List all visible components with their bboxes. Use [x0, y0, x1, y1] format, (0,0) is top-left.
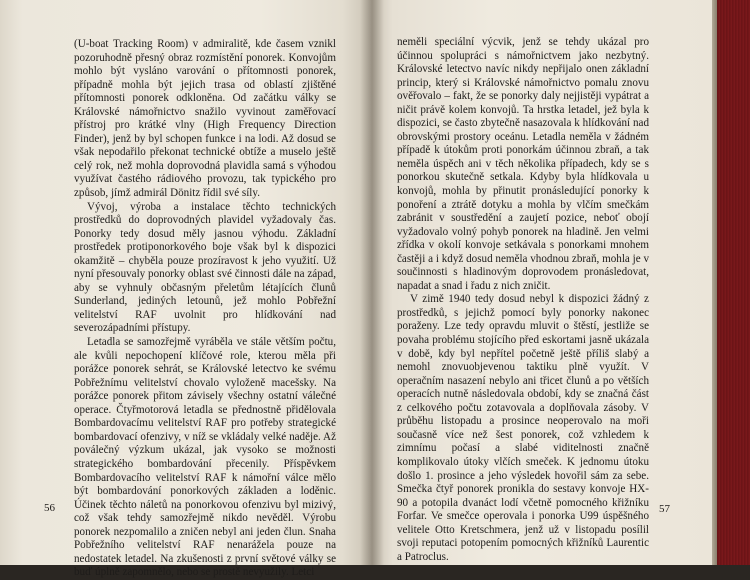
paragraph: (U-boat Tracking Room) v admiralitě, kde časem vznikl pozoruhodně přesný obraz rozmístění ponorek. Konvojům mohlo být vysláno varování o přítomnosti ponorek, případně mohla být jejich trasa od oblastí zjištěné přítomnosti ponorek odkloněna. Od začátku války se Královské námořnictvo snažilo vyvinout zaměřovací přístroj pro krátké vlny (High Frequency Direction Finder), jenž by byl schopen funkce i na lodi. Až dosud se však nepodařilo překonat technické obtíže a muselo ještě celý rok, než mohla doprovodná plavidla samá s výhodou využívat častého rádiového provozu, tak typického pro způsob, jímž admirál Dönitz řídil své síly. [74, 38, 336, 200]
page-block-edge [712, 0, 750, 565]
paragraph: Letadla se samozřejmě vyráběla ve stále větším počtu, ale kvůli nepochopení klíčové role, kterou měla při porážce ponorek sehrát, se Královské letectvo ke svému Pobřežnímu velitelství chovalo vyloženě macešsky. Na porážce ponorek přitom závisely všechny ostatní válečné operace. Čtyřmotorová letadla se přednostně přidělovala Bombardovacímu velitelství RAF pro potřeby strategické bombardovací ofenzivy, v níž se vkládaly velké naděje. Až poválečný výzkum ukázal, jak vysoko se možnosti strategického bombardování přecenily. Příspěvkem Bombardovacího velitelství RAF k námořní válce mělo být bombardování ponorkových základen a loděnic. Účinek těchto náletů na ponorkovou ofenzivu byl mizivý, což však tehdy samozřejmě nikdo nevěděl. Výrobu ponorek nezpomalilo a zničen nebyl ani jeden člun. Snaha Pobřežního velitelství RAF nenarážela pouze na nedostatek letadel. Na zkušenosti z první světové války se buď úplně zapomnělo, nebo se prostě nevyužily. Letci [74, 336, 336, 579]
paragraph: V zimě 1940 tedy dosud nebyl k dispozici žádný z prostředků, s jejichž pomocí byly ponorky nakonec poraženy. Lze tedy opravdu mluvit o štěstí, jestliže se povaha problému stojícího před eskortami jasně ukázala v době, kdy byl nepřítel početně ještě příliš slabý a nemohl znovuobjevenou taktiku plně využít. V operačním nasazení nebylo ani třicet člunů a po větších operacích nutně následovala období, kdy se značná část z celkového počtu zotavovala a doplňovala zásoby. V průběhu listopadu a prosince neoperovalo na moři současně více než šest ponorek, což vzhledem k zimnímu počasí a slabé viditelnosti značně komplikovalo útoky vlčích smeček. K jednomu útoku došlo 1. prosince a jeho výsledek hovořil sám za sebe. Smečka čtyř ponorek pronikla do sestavy konvoje HX-90 a potopila dvanáct lodí včetně pomocného křižníku Forfar. Ve smečce operovala i ponorka U99 úspěšného velitele Otto Kretschmera, jenž už v listopadu posílil svoji reputaci potopením pomocných křižníků Laurentic a Patroclus. [397, 293, 649, 563]
paragraph: neměli speciální výcvik, jenž se tehdy ukázal pro účinnou spolupráci s námořnictvem jako nezbytný. Královské letectvo navíc nikdy nepřijalo onen základní princip, který si Královské námořnictvo pomalu znovu ověřovalo – fakt, že se ponorky daly nejjistěji vypátrat a ničit právě kolem konvojů. Ta hrstka letadel, jež byla k dispozici, se často zbytečně nasazovala k hlídkování nad obrovskými prostory oceánu. Letadla neměla v žádném případě k útokům proti ponorkám účinnou zbraň, a tak neměla úspěch ani v těch několika případech, kdy se s ponorkou skutečně setkala. Kdyby byla hlídkovala u konvojů, mohla by přinutit pronásledující ponorky k ponoření a ztrátě dotyku a mohla by vlčím smečkám zabránit v soustředění a zaujetí pozice, neboť obojí vyžadovalo volný pohyb ponorek na hladině. Jen velmi zřídka v okolí konvoje setkávala s ponorkami mnohem častěji a i když dosud neměla vhodnou zbraň, mohla je v součinnosti s hladinovým doprovodem pronásledovat, napadat a snad i řadu z nich zničit. [397, 36, 649, 292]
paragraph: Vývoj, výroba a instalace těchto technických prostředků do doprovodných plavidel vyžadovaly čas. Ponorky tedy dosud měly jasnou výhodu. Základní prostředek protiponorkového boje však byl k dispozici okamžitě – chyběla pouze prozíravost k jeho využití. Už nyní přesouvaly ponorky oblast své činnosti dále na západ, aby se vyhnuly občasným přeletům létajících člunů Sunderland, jediných letounů, jež mohlo Pobřežní velitelství RAF uvolnit pro hlídkování nad severozápadními přístupy. [74, 200, 336, 335]
page-number-right: 57 [659, 503, 670, 515]
left-page-text [74, 38, 336, 580]
book-gutter [360, 0, 384, 565]
right-page-text [397, 36, 649, 564]
left-page [0, 0, 372, 579]
right-page [372, 0, 712, 565]
page-number-left: 56 [44, 502, 55, 514]
